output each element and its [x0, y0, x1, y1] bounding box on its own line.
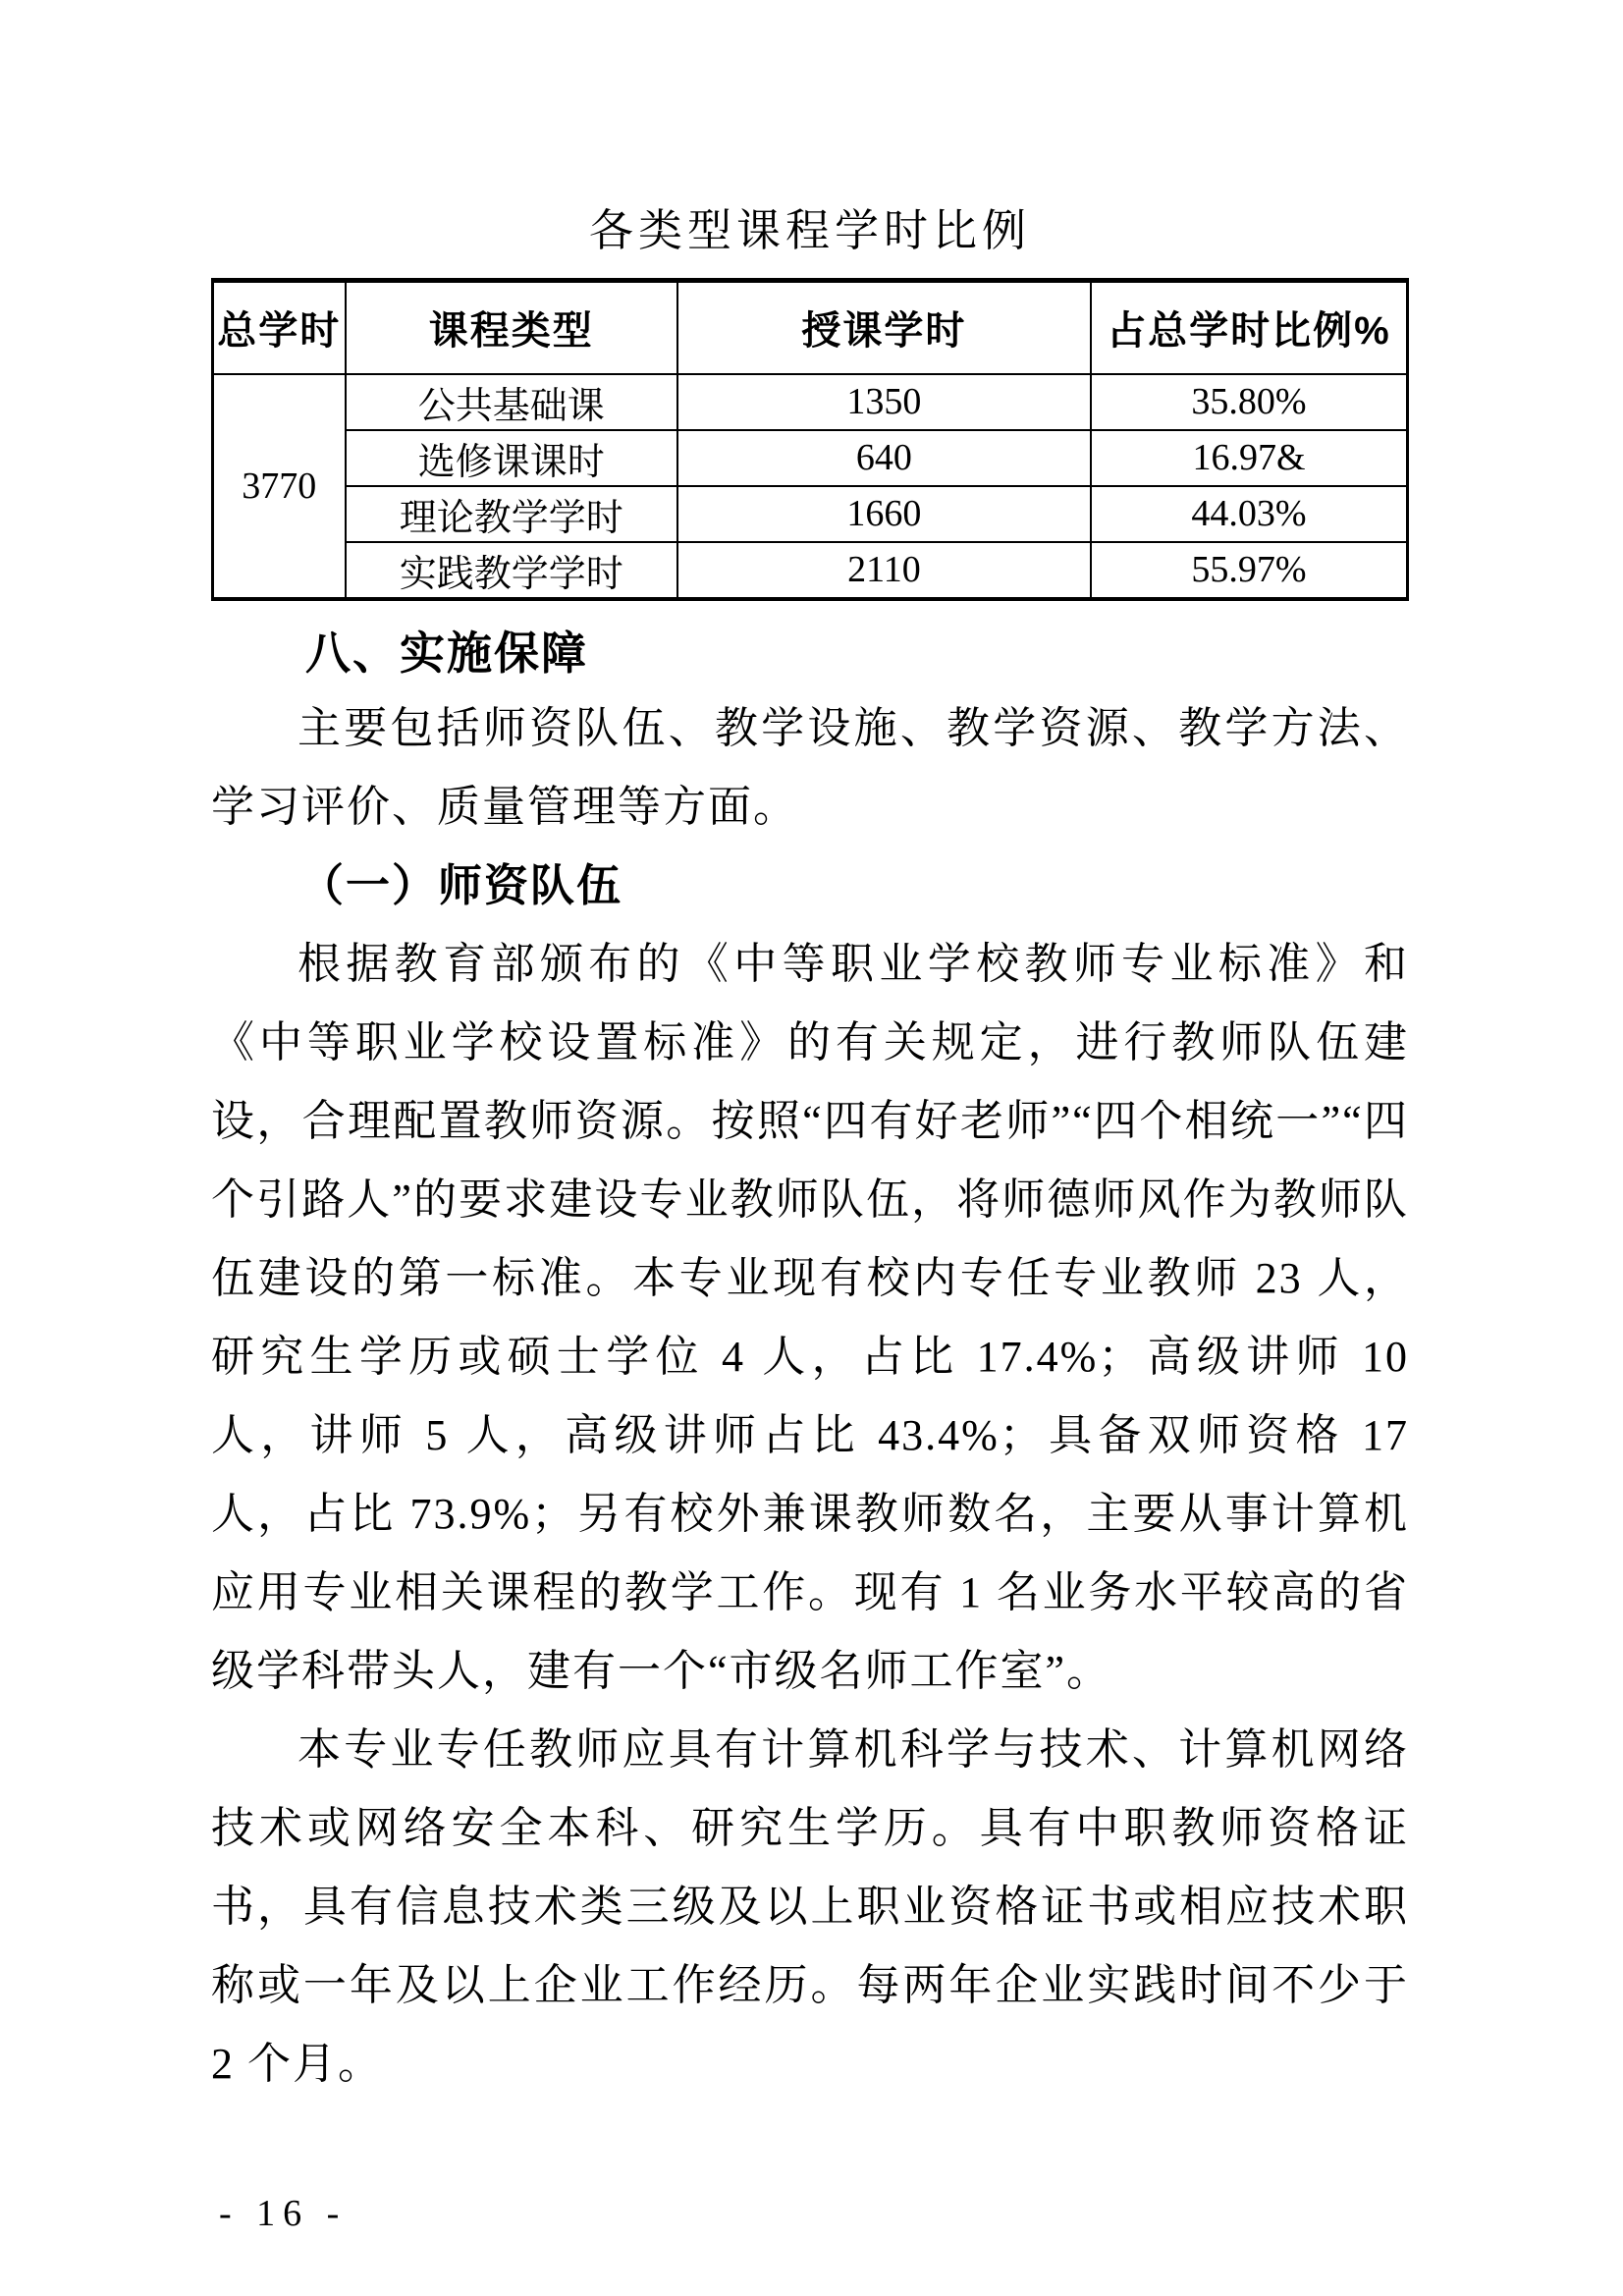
table-row [213, 486, 1408, 542]
header-cell-total-hours: 总学时 [213, 281, 346, 374]
ratio-cell: 55.97% [1091, 542, 1408, 599]
page-content [0, 199, 1623, 2235]
course-type-cell: 公共基础课 [346, 374, 677, 430]
hours-cell: 2110 [677, 542, 1091, 599]
total-hours-cell: 3770 [213, 374, 346, 599]
teachers-paragraph-2: 本专业专任教师应具有计算机科学与技术、计算机网络技术或网络安全本科、研究生学历。具有中职教师资格证书，具有信息技术类三级及以上职业资格证书或相应技术职称或一年及以上企业工作经历。每两年企业实践时间不少于 2 个月。 [211, 1724, 1409, 2088]
section-heading-8: 八、实施保障 [305, 627, 588, 679]
ratio-cell: 44.03% [1091, 486, 1408, 542]
ratio-cell: 16.97& [1091, 430, 1408, 486]
header-cell-ratio: 占总学时比例% [1091, 281, 1408, 374]
course-type-cell: 理论教学学时 [346, 486, 677, 542]
course-type-cell: 实践教学学时 [346, 542, 677, 599]
ratio-cell: 35.80% [1091, 374, 1408, 430]
table-title: 各类型课程学时比例 [588, 206, 1031, 255]
hours-cell: 640 [677, 430, 1091, 486]
header-cell-course-type: 课程类型 [346, 281, 677, 374]
page-number: - 16 - [219, 2192, 348, 2234]
table-row [213, 542, 1408, 599]
course-type-cell: 选修课课时 [346, 430, 677, 486]
subsection-heading-teachers: （一）师资队伍 [299, 860, 623, 910]
table-row [213, 374, 1408, 430]
hours-cell: 1660 [677, 486, 1091, 542]
table-row [213, 430, 1408, 486]
course-hours-table [211, 278, 1409, 601]
teachers-paragraph-1: 根据教育部颁布的《中等职业学校教师专业标准》和《中等职业学校设置标准》的有关规定，进行教师队伍建设，合理配置教师资源。按照“四有好老师”“四个相统一”“四个引路人”的要求建设专业教师队伍，将师德师风作为教师队伍建设的第一标准。本专业现有校内专任专业教师 23 人，研究生学历或硕士学位 4 人，占比 17.4%；高级讲师 10 人，讲师 5 人，高级讲师占比 43.4%；具备双师资格 17 人，占比 73.9%；另有校外兼课教师数名，主要从事计算机应用专业相关课程的教学工作。现有 1 名业务水平较高的省级学科带头人，建有一个“市级名师工作室”。 [211, 939, 1409, 1695]
hours-cell: 1350 [677, 374, 1091, 430]
header-cell-teaching-hours: 授课学时 [677, 281, 1091, 374]
section-intro-paragraph: 主要包括师资队伍、教学设施、教学资源、教学方法、学习评价、质量管理等方面。 [211, 703, 1409, 831]
table-header-row [213, 281, 1408, 374]
